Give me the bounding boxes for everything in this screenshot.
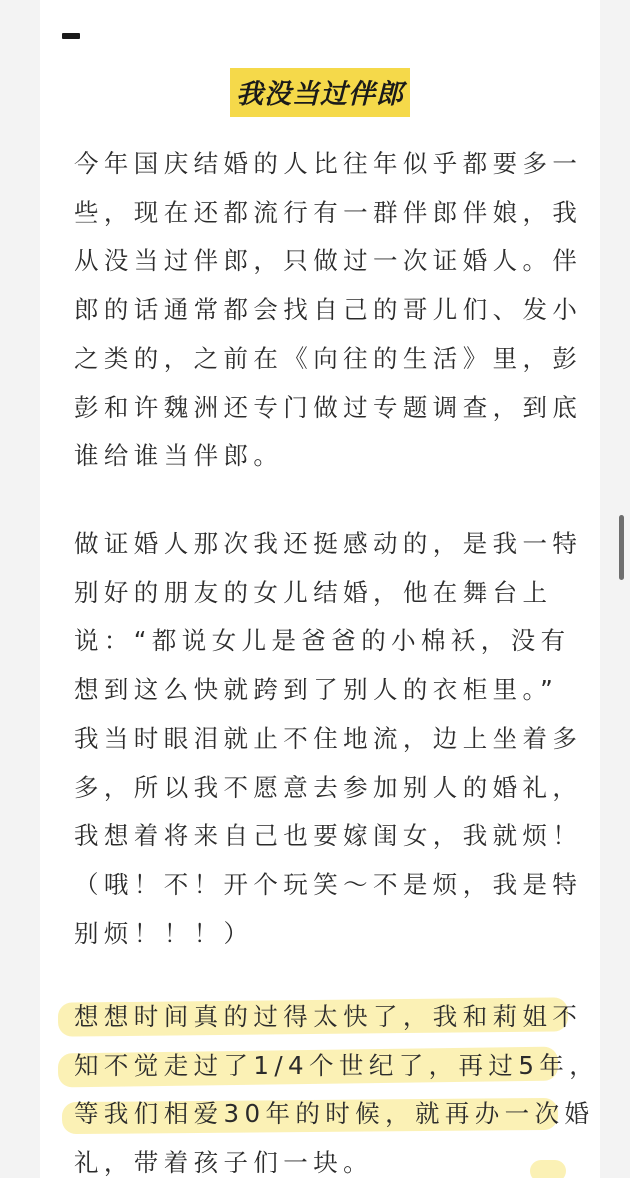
scrollbar-thumb[interactable] [619,515,624,580]
paragraph-line: 多，所以我不愿意去参加别人的婚礼， [74,772,583,802]
title-container [40,68,600,117]
paragraph-line: 别好的朋友的女儿结婚，他在舞台上 [74,577,553,607]
article-title: 我没当过伴郎 [230,68,410,117]
paragraph-line: （哦！不！开个玩笑～不是烦，我是特 [74,869,583,899]
paragraph-line: 些，现在还都流行有一群伴郎伴娘，我 [74,197,583,227]
paragraph-line: 等我们相爱30年的时候，就再办一次婚 [74,1099,595,1129]
paragraph-line: 想到这么快就跨到了别人的衣柜里。” [74,675,559,705]
paragraph-line: 知不觉走过了1/4个世纪了，再过5年， [74,1050,600,1080]
paragraph-line: 我想着将来自己也要嫁闺女，我就烦！ [74,821,583,851]
paragraph-line: 我当时眼泪就止不住地流，边上坐着多 [74,723,583,753]
paragraph-line: 从没当过伴郎，只做过一次证婚人。伴 [74,246,583,276]
paragraph-line: 郎的话通常都会找自己的哥儿们、发小 [74,295,583,325]
paragraph-line: 想想时间真的过得太快了，我和莉姐不 [74,1002,583,1031]
paragraph-line: 彭和许魏洲还专门做过专题调查，到底 [74,392,583,422]
paragraph-1 [74,140,583,481]
paragraph-line: 做证婚人那次我还挺感动的，是我一特 [74,529,583,558]
paragraph-2 [74,520,583,958]
paragraph-line: 谁给谁当伴郎。 [74,441,284,471]
paragraph-line: 别烦！！！） [74,918,254,948]
paragraph-3 [74,993,600,1178]
paragraph-line: 礼，带着孩子们一块。 [74,1148,373,1178]
paragraph-line: 今年国庆结婚的人比往年似乎都要多一 [74,149,583,178]
section-marker [62,33,80,39]
paragraph-line: 之类的，之前在《向往的生活》里，彭 [74,343,583,373]
paragraph-line: 说：“都说女儿是爸爸的小棉袄，没有 [74,626,571,656]
